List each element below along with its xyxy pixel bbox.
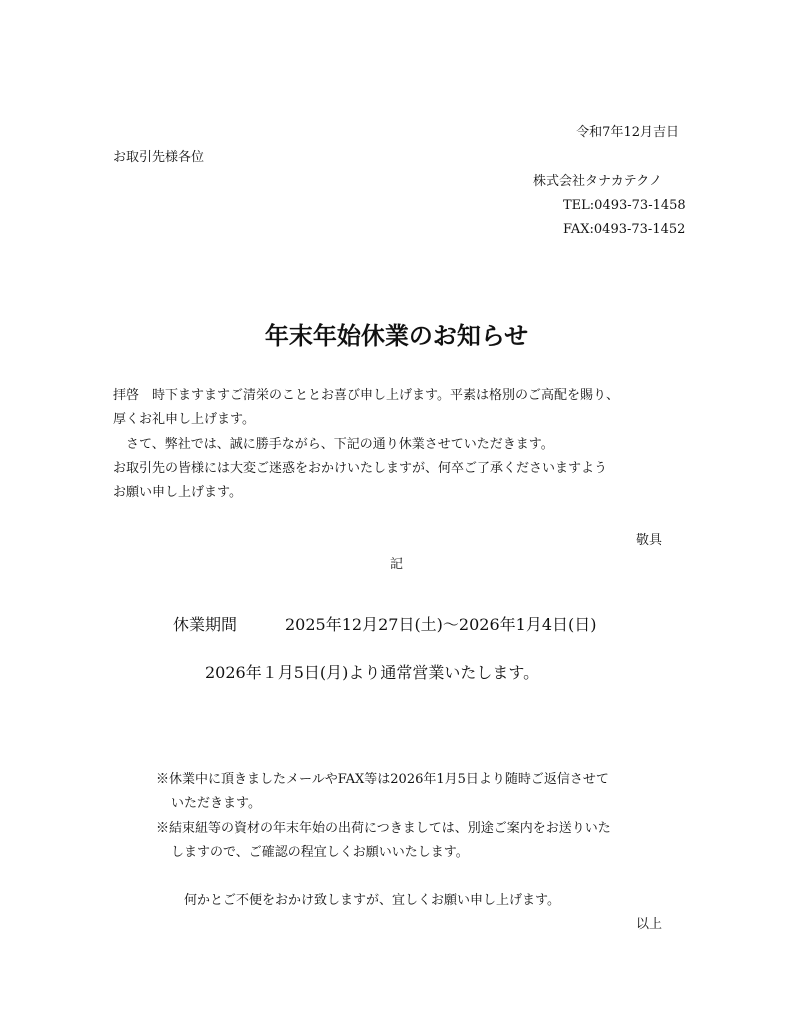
body-line-1: 拝啓 時下ますますご清栄のこととお喜び申し上げます。平素は格別のご高配を賜り、 [113,388,619,403]
company-tel: TEL:0493-73-1458 [563,198,686,213]
body-line-5: お願い申し上げます。 [113,485,242,500]
ki-heading: 記 [390,557,404,572]
recipient: お取引先様各位 [113,150,205,165]
apology-line: 何かとご不便をおかけ致しますが、宜しくお願い申し上げます。 [184,893,560,908]
company-name: 株式会社タナカテクノ [533,174,662,189]
body-line-4: お取引先の皆様には大変ご迷惑をおかけいたしますが、何卒ご了承くださいますよう [113,461,608,476]
document-title: 年末年始休業のお知らせ [264,321,529,350]
closing-keigu: 敬具 [636,533,663,548]
holiday-label: 休業期間 [173,615,238,634]
note-2-line-2: しますので、ご確認の程宜しくお願いいたします。 [171,845,469,860]
holiday-period: 2025年12月27日(土)～2026年1月4日(日) [285,615,597,634]
note-1-line-2: いただきます。 [171,796,261,811]
body-line-2: 厚くお礼申し上げます。 [113,412,255,427]
issue-date: 令和7年12月吉日 [576,125,679,140]
ijou-end: 以上 [636,917,663,932]
note-2-line-1: ※結束紐等の資材の年末年始の出荷につきましては、別途ご案内をお送りいた [156,821,611,836]
body-line-3: さて、弊社では、誠に勝手ながら、下記の通り休業させていただきます。 [113,437,554,452]
note-1-line-1: ※休業中に頂きましたメールやFAX等は2026年1月5日より随時ご返信させて [156,772,609,787]
resume-notice: 2026年１月5日(月)より通常営業いたします。 [205,663,540,682]
company-fax: FAX:0493-73-1452 [563,222,686,237]
